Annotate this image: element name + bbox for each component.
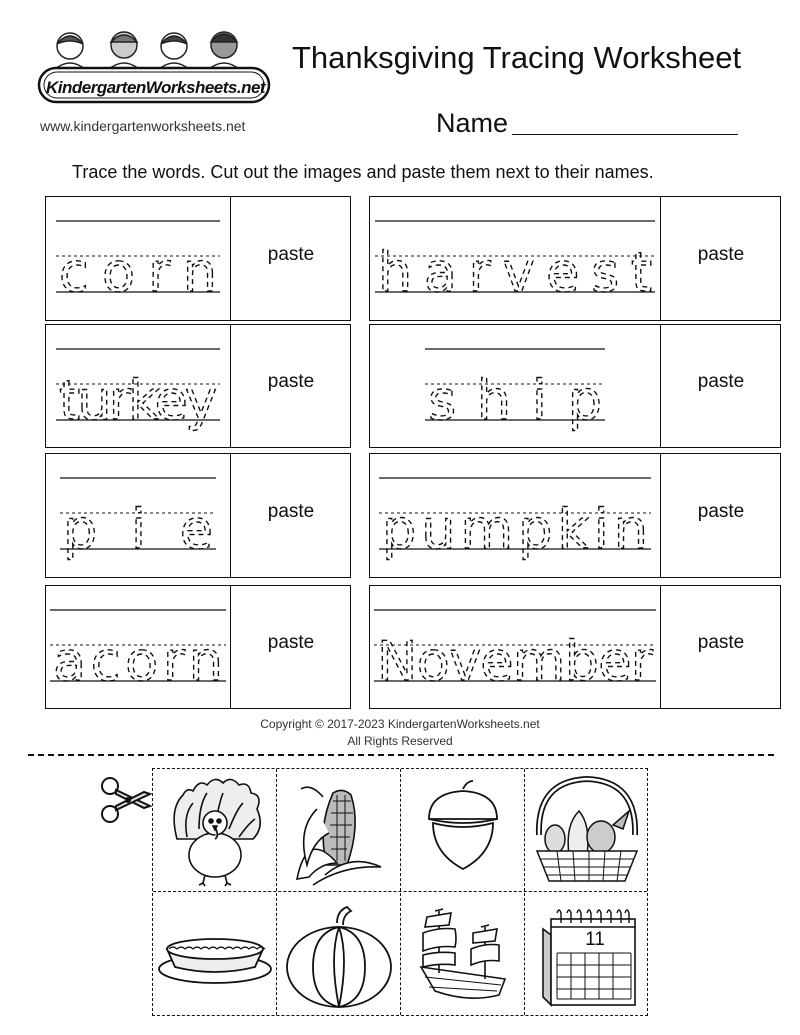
calendar-day: 11 <box>585 929 605 950</box>
cell-divider <box>660 586 661 708</box>
tracing-word <box>56 211 220 312</box>
cell-divider <box>660 454 661 577</box>
corn-icon[interactable] <box>277 769 401 893</box>
cell-divider <box>660 325 661 447</box>
scissors-icon <box>98 774 152 826</box>
cell-divider <box>230 586 231 708</box>
tracing-text: ship <box>428 369 602 432</box>
word-cell-acorn <box>45 585 351 709</box>
tracing-word <box>56 339 220 440</box>
word-cell-pie <box>45 453 351 578</box>
tracing-word <box>379 468 651 569</box>
pie-icon[interactable] <box>153 893 277 1017</box>
paste-area[interactable]: paste <box>697 371 745 392</box>
paste-area[interactable]: paste <box>267 632 315 653</box>
site-url[interactable]: www.kindergartenworksheets.net <box>40 118 246 134</box>
tracing-word <box>50 600 226 701</box>
paste-area[interactable]: paste <box>697 243 745 265</box>
tracing-word <box>375 211 655 312</box>
tracing-text: harvest <box>378 241 652 304</box>
page-title: Thanksgiving Tracing Worksheet <box>292 40 742 75</box>
tracing-word <box>374 600 656 701</box>
cell-divider <box>230 197 231 320</box>
acorn-icon[interactable] <box>401 769 525 893</box>
paste-area[interactable]: paste <box>267 500 315 522</box>
copyright-line-2: All Rights Reserved <box>347 734 453 748</box>
cutout-grid <box>152 768 648 1016</box>
site-logo <box>36 26 272 112</box>
word-cell-ship <box>369 324 781 448</box>
ship-icon[interactable] <box>401 893 525 1017</box>
tracing-text: pie <box>63 498 213 561</box>
tracing-text: turkey <box>59 369 217 432</box>
tracing-text: pumpkin <box>382 498 648 561</box>
tracing-text: November <box>377 630 653 693</box>
logo-text: KindergartenWorksheets.net <box>46 78 266 97</box>
cell-divider <box>230 325 231 447</box>
word-cell-pumpkin <box>369 453 781 578</box>
paste-area[interactable]: paste <box>267 243 315 265</box>
paste-area[interactable]: paste <box>267 371 315 392</box>
cut-line <box>28 754 774 756</box>
tracing-word <box>425 339 605 440</box>
word-cell-corn <box>45 196 351 321</box>
cell-divider <box>660 197 661 320</box>
word-cell-harvest <box>369 196 781 321</box>
word-cell-turkey <box>45 324 351 448</box>
tracing-text: corn <box>59 241 217 304</box>
copyright <box>0 716 800 750</box>
paste-area[interactable]: paste <box>697 632 745 653</box>
harvest-basket-icon[interactable] <box>525 769 649 893</box>
cell-divider <box>230 454 231 577</box>
word-cell-november <box>369 585 781 709</box>
calendar-icon[interactable] <box>525 893 649 1017</box>
paste-area[interactable]: paste <box>697 500 745 522</box>
tracing-text: acorn <box>53 630 223 693</box>
name-label: Name <box>436 108 509 138</box>
tracing-word <box>60 468 216 569</box>
name-line[interactable] <box>512 134 738 135</box>
copyright-line-1: Copyright © 2017-2023 KindergartenWorksheets.net <box>260 717 540 731</box>
instructions: Trace the words. Cut out the images and paste them next to their names. <box>72 162 654 182</box>
turkey-icon[interactable] <box>153 769 277 893</box>
pumpkin-icon[interactable] <box>277 893 401 1017</box>
